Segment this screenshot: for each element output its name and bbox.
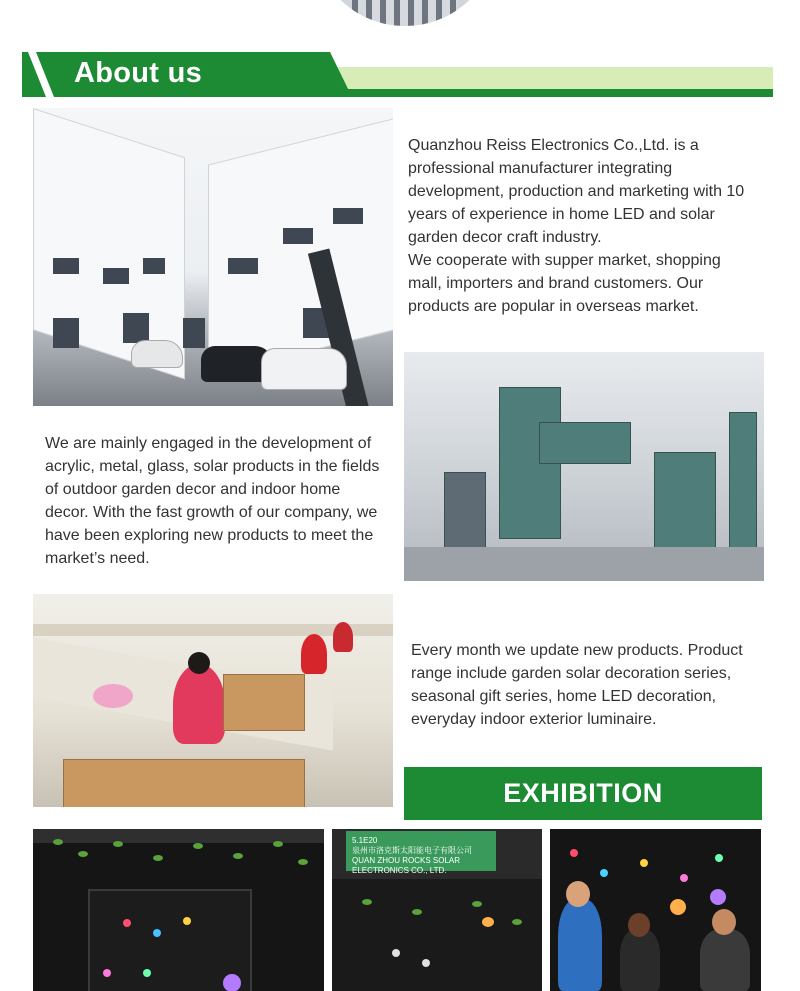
- exhibition-booth-photo-1: [33, 829, 324, 991]
- exhibition-booth-photo-2: [332, 829, 542, 991]
- about-us-header: [22, 52, 773, 97]
- exhibition-header: [404, 767, 762, 820]
- product-update-paragraph: Every month we update new products. Product range include garden solar decoration series, seasonal gift series, home LED decoration, everyday indoor exterior luminaire.: [411, 642, 743, 728]
- workshop-machinery-photo: [404, 352, 764, 581]
- exhibition-booth-photo-3: [550, 829, 761, 991]
- exhibition-title: EXHIBITION: [503, 778, 663, 808]
- company-intro-paragraph: Quanzhou Reiss Electronics Co.,Ltd. is a professional manufacturer integrating development, production and marketing with 10 years of experience in home LED and solar garden decor craft industry. We cooperate with supper market, shopping mall, importers and brand customers. Our products are popular in overseas market.: [408, 137, 745, 315]
- business-scope-paragraph: We are mainly engaged in the development of acrylic, metal, glass, solar products in the fields of outdoor garden decor and indoor home decor. With the fast growth of our company, we have been exploring new products to meet the market’s need.: [45, 435, 380, 567]
- booth-banner: [346, 831, 496, 875]
- about-us-title: About us: [74, 57, 203, 89]
- factory-building-photo: [33, 108, 393, 406]
- assembly-line-photo: [33, 594, 393, 807]
- about-header-light-band: [322, 67, 773, 89]
- top-product-image: [312, 0, 498, 26]
- booth-banner-text: 5.1E20 泉州市洛克斯太阳能电子有限公司 QUAN ZHOU ROCKS SOLAR ELECTRONICS CO., LTD.: [352, 836, 472, 875]
